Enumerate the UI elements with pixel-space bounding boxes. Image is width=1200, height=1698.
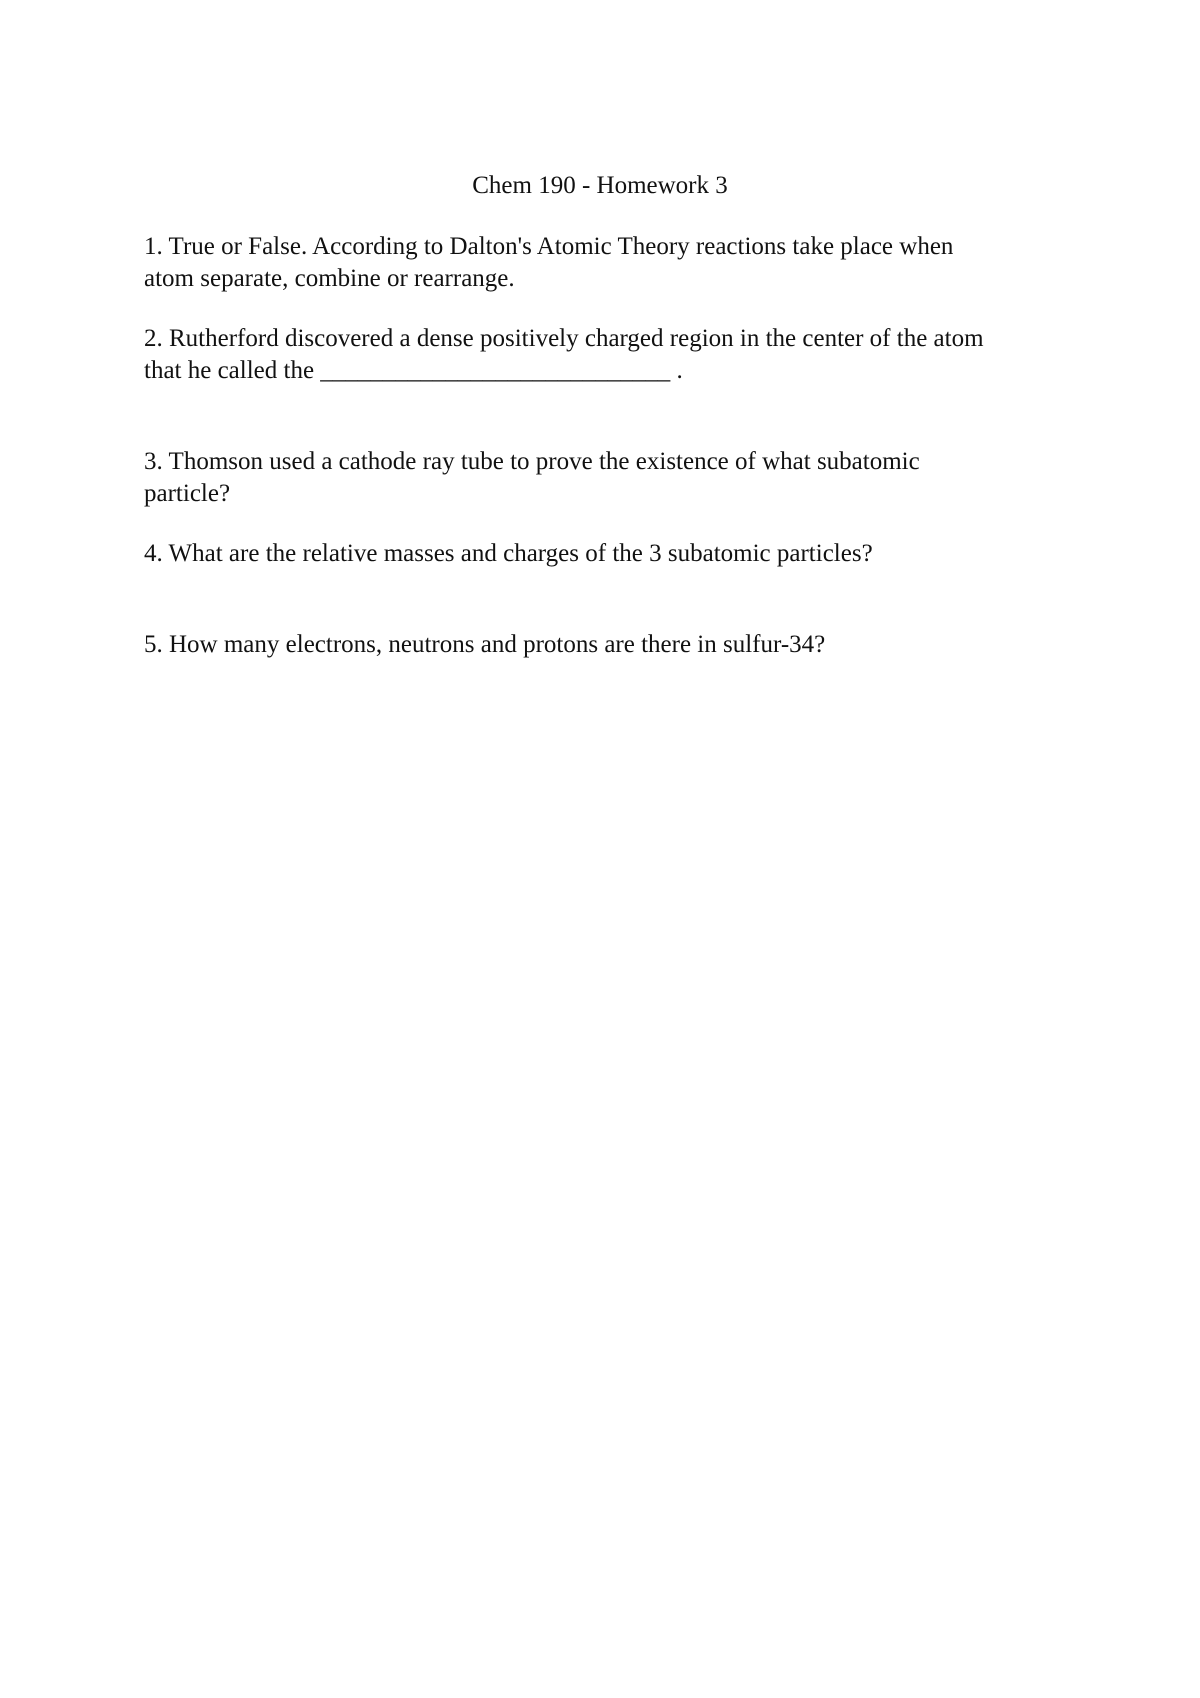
question-2 <box>144 323 1084 387</box>
question-4-line-1: 4. What are the relative masses and charges of the 3 subatomic particles? <box>144 540 873 567</box>
question-2-line-2: that he called the ____________________________ . <box>144 357 683 384</box>
question-1-line-1: 1. True or False. According to Dalton's Atomic Theory reactions take place when <box>144 233 954 260</box>
question-2-line-1: 2. Rutherford discovered a dense positively charged region in the center of the atom <box>144 325 984 352</box>
question-3-line-1: 3. Thomson used a cathode ray tube to prove the existence of what subatomic <box>144 448 920 475</box>
question-1-line-2: atom separate, combine or rearrange. <box>144 265 515 292</box>
question-5-line-1: 5. How many electrons, neutrons and protons are there in sulfur-34? <box>144 631 826 658</box>
question-5 <box>144 629 1084 661</box>
document-title: Chem 190 - Homework 3 <box>472 172 728 199</box>
question-1 <box>144 231 1084 295</box>
question-3 <box>144 446 1084 510</box>
question-4 <box>144 538 1084 570</box>
question-3-line-2: particle? <box>144 480 231 507</box>
